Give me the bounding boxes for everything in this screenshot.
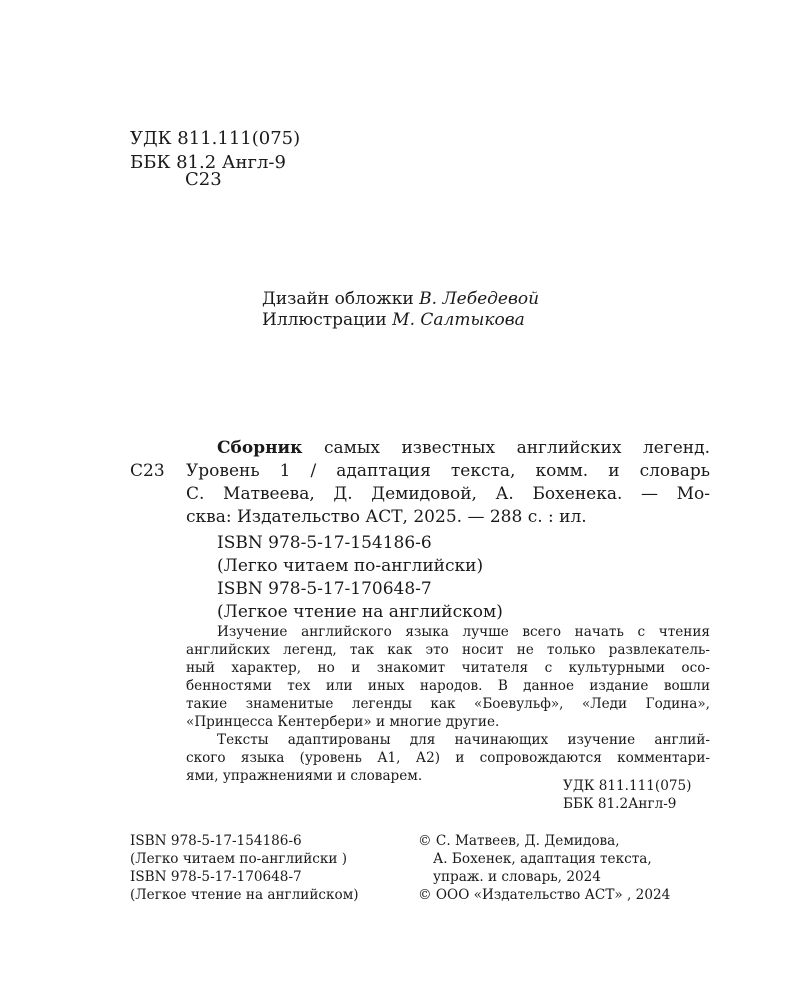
entry-title-line	[217, 437, 710, 460]
copyright-authors-cont: упраж. и словарь, 2024	[433, 869, 601, 885]
copyright-authors: © С. Матвеев, Д. Демидова,	[418, 833, 620, 849]
footer-series-2: (Легкое чтение на английском)	[130, 887, 359, 903]
entry-title-rest: самых известных английских легенд.	[323, 438, 710, 458]
entry-line: С. Матвеева, Д. Демидовой, А. Бохенека. — Мо-	[186, 484, 710, 504]
cover-design-credit	[262, 288, 539, 311]
cover-designer-name: В. Лебедевой	[419, 289, 540, 309]
annotation-udk: УДК 811.111(075)	[563, 778, 692, 794]
annotation-line: бенностями тех или иных народов. В данное издание вошли	[186, 678, 710, 694]
annotation-line: «Принцесса Кентербери» и многие другие.	[186, 714, 500, 730]
annotation-line: английских легенд, так как это носит не только развлекатель-	[186, 642, 710, 658]
annotation-line: Тексты адаптированы для начинающих изучение англий-	[217, 732, 710, 748]
annotation-line: ями, упражнениями и словарем.	[186, 768, 423, 784]
entry-title-bold: Сборник	[217, 438, 303, 458]
annotation-bbk: ББК 81.2Англ-9	[563, 796, 677, 812]
cover-design-label: Дизайн обложки	[262, 289, 414, 309]
annotation-line: такие знаменитые легенды как «Боевульф», «Леди Година»,	[186, 696, 710, 712]
entry-author-mark: С23	[130, 461, 165, 481]
annotation-line: Изучение английского языка лучше всего начать с чтения	[217, 624, 710, 640]
entry-line: сква: Издательство АСТ, 2025. — 288 с. : ил.	[186, 507, 587, 527]
entry-isbn-2: ISBN 978-5-17-170648-7	[217, 579, 432, 599]
udk-code: УДК 811.111(075)	[130, 128, 301, 149]
entry-line: Уровень 1 / адаптация текста, комм. и словарь	[186, 461, 710, 481]
annotation-line: ского языка (уровень А1, А2) и сопровождаются комментари-	[186, 750, 710, 766]
footer-isbn-1: ISBN 978-5-17-154186-6	[130, 833, 302, 849]
author-mark: С23	[185, 169, 222, 190]
copyright-publisher: © ООО «Издательство АСТ» , 2024	[418, 887, 671, 903]
illustrator-name: М. Салтыкова	[392, 310, 525, 330]
entry-series-1: (Легко читаем по-английски)	[217, 556, 484, 576]
footer-isbn-2: ISBN 978-5-17-170648-7	[130, 869, 302, 885]
entry-series-2: (Легкое чтение на английском)	[217, 602, 503, 622]
annotation-line: ный характер, но и знакомит читателя с культурными осо-	[186, 660, 710, 676]
illustrations-credit	[262, 309, 525, 332]
copyright-authors-cont: А. Бохенек, адаптация текста,	[433, 851, 652, 867]
bbk-code: ББК 81.2 Англ-9	[130, 152, 286, 173]
footer-series-1: (Легко читаем по-английски )	[130, 851, 348, 867]
entry-isbn-1: ISBN 978-5-17-154186-6	[217, 533, 432, 553]
illustrations-label: Иллюстрации	[262, 310, 387, 330]
